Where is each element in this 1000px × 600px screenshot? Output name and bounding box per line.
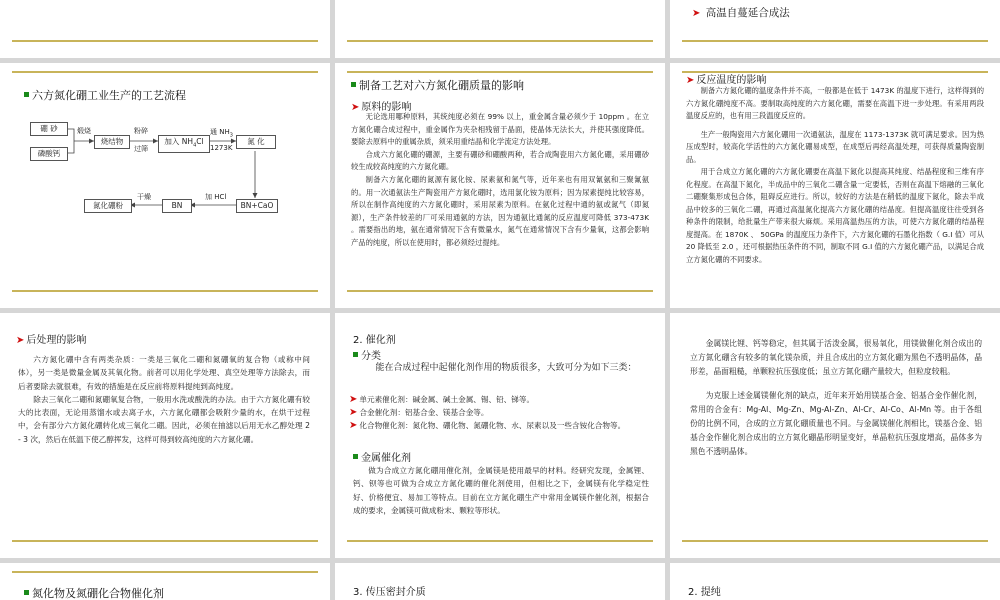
arrow-bullet-icon: ➤	[349, 394, 358, 405]
subheading: ➤ 原料的影响	[351, 102, 412, 113]
slide-title: ➤ 后处理的影响	[16, 335, 87, 346]
sieve-label: 过筛	[134, 145, 148, 153]
dry-label: 干燥	[137, 193, 151, 201]
body-text: 六方氮化硼中含有两类杂质：一类是三氧化二硼和氮硼氧的复合物（或称中间体），另一类是微量金属及其氧化物。前者可以用化学处理、真空处理等方法除去，而后者要除去就很难，有效的措施是在反应前将原料提纯到高纯度。 除去三氧化二硼和氮硼氧复合物，一般用水洗或酸洗的办法。由于六方氮化硼有较大的比表面，无论用蒸馏水或去离子水，六方氮化硼都会吸附少量的水，在烘干过程中，会有部分六方氮化硼转化成三氧化二硼。因此，必须在抽滤以后用无水乙醇处理 2 - 3 次，然后在低温下使乙醇挥发，这样可得到较高纯度的六方氮化硼。	[18, 355, 310, 444]
arrow-bullet-icon: ➤	[349, 420, 358, 431]
slide-6[interactable]	[670, 63, 1000, 308]
slide-5[interactable]	[335, 63, 665, 308]
bn-box: BN	[162, 199, 192, 213]
slide-title: ➤ 反应温度的影响	[686, 75, 767, 86]
divider-line	[347, 40, 653, 42]
divider-line	[12, 540, 318, 542]
slide-8[interactable]	[335, 313, 665, 558]
slide-1[interactable]	[0, 0, 330, 58]
slide-title: 氮化物及氮硼化合物催化剂	[24, 585, 164, 600]
body-text: 制备六方氮化硼的温度条件并不高，一般都是在低于 1473K 的温度下进行，这样得到的六方氮化硼纯度不高。要制取高纯度的六方氮化硼，需要在高温下进一步处理。有采用两段温度反应的，也有用三段温度反应的。 生产一般陶瓷用六方氮化硼用一次通氨法，温度在 1173-1373K 就可满足要求。因为热压成型时，较高化学活性的六方氮化硼易成型，在成型后再经高温处理，可获得质量陶瓷制品。 用于合成立方氮化硼的六方氮化硼要在高温下氮化以提高其纯度、结晶程度和三维有序化程度。在高温下氮化，半成品中的三氧化二硼含量一定要低，否则在高温下熔融的三氧化二硼聚集形成包合体，阻碍反应进行。所以，较好的方法是在稍低的温度下氮化，除去半成品中较多的三氧化二硼，再通过高温氮化提高六方氮化硼的结晶度。但提高温度往往受到各种条件的限制，给批量生产带来很大麻烦。采用高温热压的方法，可使六方氮化硼的结晶程度提高。在 1870K 、 50GPa 的温度压力条件下，六方氮化硼的石墨化指数（ G.I 值）可从 20 降低至 2.0 ，还可根据热压条件的不同，制取不同 G.I 值的六方氮化硼产品，以满足合成立方氮化硼的不同要求。	[686, 86, 985, 264]
borax-box: 硼 砂	[30, 122, 68, 136]
slide-title: 2. 催化剂	[353, 335, 396, 346]
square-bullet-icon	[24, 590, 29, 595]
nh3-label: 通 $NH_3$	[210, 128, 233, 139]
slide-title: 制备工艺对六方氮化硼质量的影响	[351, 77, 524, 93]
slide-title: 六方氮化硼工业生产的工艺流程	[24, 87, 186, 103]
intro-text: 能在合成过程中起催化剂作用的物质很多，大致可分为如下三类：	[375, 363, 637, 373]
temperature-label: 1273K	[210, 144, 233, 152]
calcium-phosphate-box: 磷酸钙	[30, 147, 68, 161]
slide-4[interactable]	[0, 63, 330, 308]
arrow-bullet-icon: ➤	[349, 407, 358, 418]
catalyst-list	[349, 393, 649, 432]
section-heading: 分类	[353, 347, 381, 362]
arrow-bullet-icon: ➤	[16, 335, 25, 346]
arrow-bullet-icon: ➤	[686, 75, 695, 86]
slide-10[interactable]	[0, 563, 330, 600]
sinter-box: 烧结物	[94, 135, 130, 149]
bullet-item: ➤ 高温自蔓延合成法	[692, 7, 790, 19]
section-heading: 金属催化剂	[353, 449, 411, 464]
square-bullet-icon	[351, 82, 356, 87]
list-item: ➤ 单元素催化剂：碱金属、碱土金属、锡、铅、锑等。	[349, 394, 535, 405]
grind-label: 粉碎	[134, 127, 148, 135]
divider-line	[12, 40, 318, 42]
list-item: ➤ 合金催化剂：铝基合金、镁基合金等。	[349, 407, 489, 418]
divider-line	[347, 290, 653, 292]
add-nh4cl-box: 加入 $NH_4Cl$	[158, 135, 210, 153]
body-text: 无论选用哪种原料，其统纯度必须在 99% 以上，重金属含量必须少于 10ppm 。在立方氮化硼合成过程中，重金属作为夹杂相残留于晶面，使晶体无法长大，并使其强度降低。要除去原料中的重属杂质，须采用重结晶和化学流定方法处理。 合成六方氮化硼的硼源，主要有硼砂和硼酸两种，若合成陶瓷用六方氮化硼，采用硼砂较生成较高纯度的六方氮化硼。 制备六方氮化硼的氮源有氮化铵、尿素氨和氮气等，近年来也有用双氰氨和三聚氰氨的。用一次通氨法生产陶瓷用产方氮化硼时，选用氯化铵为原料；因为尿素提纯比较容易，所以在制作高纯度的六方氮化硼时，采用尿素为原料。在氨化过程中通的氨或氮气（即氮源），生产条件较差的厂可采用通氨的方法，因为通氨比通氮的反应温度可降低 373-473K 。需要指出的地，氨在通常情况下含有微量水，氮气在通常情况下含有少量氧，这都会影响产品的纯度，所以在使用时，都必须经过提纯。	[351, 112, 649, 247]
slide-3[interactable]	[670, 0, 1000, 58]
list-item: ➤ 化合物催化剂：氮化物、硼化物、氮硼化物、水、尿素以及一些含铵化合物等。	[349, 420, 626, 431]
body-text: 做为合成立方氮化硼用催化剂，金属镁是使用最早的材料。经研究发现，金属锂、钙、钡等也可做为合成立方氮化硼的催化剂使用，但相比之下，金属镁有化学稳定性好、价格便宜、易加工等特点。目前在立方氮化硼生产中常用金属镁作催化剂，根据合成的要求，金属镁可做成粉末、颗粒等形状。	[353, 466, 649, 515]
slide-7[interactable]	[0, 313, 330, 558]
bn-cao-box: BN+CaO	[236, 199, 278, 213]
slide-12[interactable]	[670, 563, 1000, 600]
divider-line	[682, 40, 988, 42]
square-bullet-icon	[353, 352, 358, 357]
calcine-label: 煅烧	[77, 127, 91, 135]
arrow-bullet-icon: ➤	[692, 8, 701, 19]
body-text: 金属镁比锂、钙等稳定，但其属于活泼金属，很易氧化，用镁做催化剂合成出的立方氮化硼含有较多的氧化镁杂质，并且合成出的立方氮化硼为黑色不透明晶体，晶形差，晶面粗糙，单颗粒抗压强度低；虽立方氮化硼产量较大，但粒度较粗。 为克服上述金属镁催化剂的缺点，近年来开始用镁基合金、铝基合金作催化剂，常用的合金有：Mg-Al、Mg-Zn、Mg-Al-Zn、Al-Cr、Al-Co、Al-Mn 等。由于各组份的比例不同，合成的立方氮化硼质量也不同。与金属镁催化剂相比，镁基合金、铝基合金作催化剂合成出的立方氮化硼晶形明显变好，单晶粒抗压强度增高，晶体多为黑色不透明晶体。	[690, 339, 982, 456]
slide-11[interactable]	[335, 563, 665, 600]
slide-9[interactable]	[670, 313, 1000, 558]
nitriding-box: 氮 化	[236, 135, 276, 149]
divider-line	[682, 540, 988, 542]
add-hcl-label: 加 HCl	[205, 193, 227, 201]
divider-line	[347, 71, 653, 73]
flow-arrows	[0, 63, 330, 308]
bn-powder-box: 氮化硼粉	[84, 199, 132, 213]
slide-2[interactable]	[335, 0, 665, 58]
arrow-bullet-icon: ➤	[351, 102, 360, 113]
divider-line	[12, 290, 318, 292]
square-bullet-icon	[353, 454, 358, 459]
divider-line	[12, 571, 318, 573]
divider-line	[347, 540, 653, 542]
slide-title: 2. 提纯	[688, 587, 721, 598]
slide-title: 3. 传压密封介质	[353, 587, 426, 598]
